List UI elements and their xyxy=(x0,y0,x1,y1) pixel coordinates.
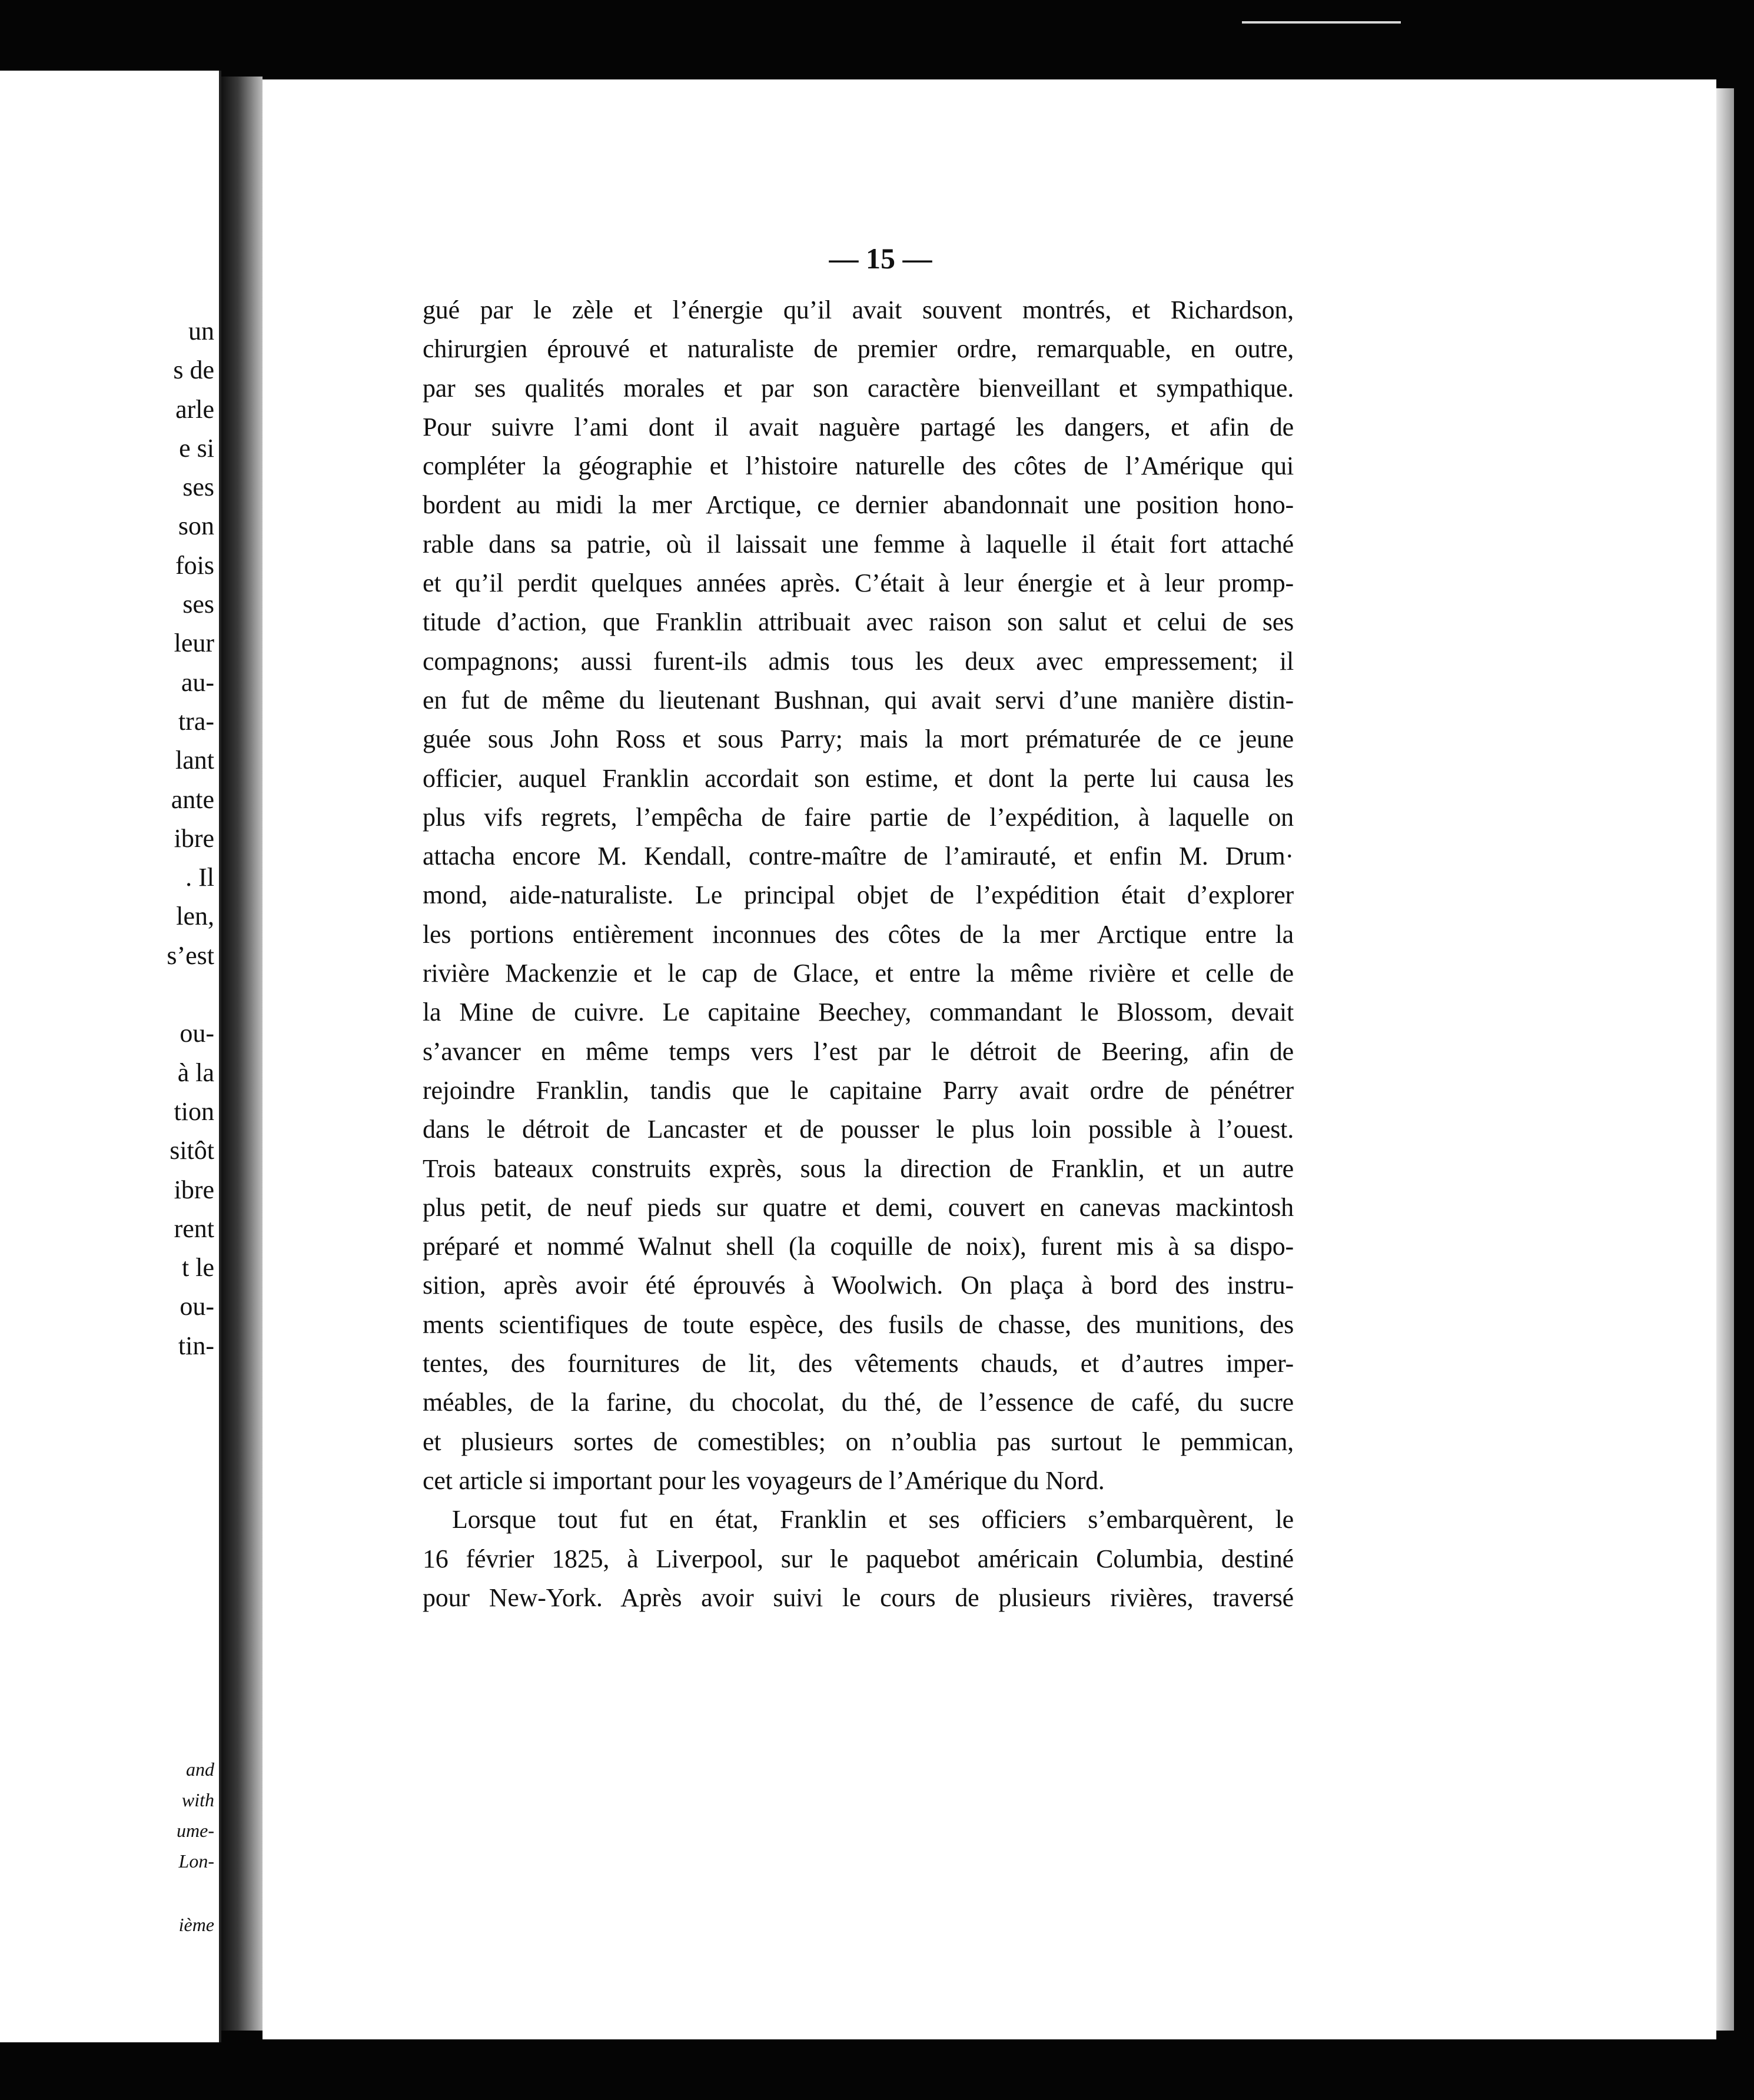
left-line: tra- xyxy=(178,706,214,736)
left-line: lant xyxy=(175,746,214,775)
left-line: s’est xyxy=(167,941,214,970)
left-note: with xyxy=(181,1789,214,1810)
left-line: e si xyxy=(179,433,214,463)
left-line: à la xyxy=(177,1058,214,1087)
body-text xyxy=(423,291,1294,1617)
text-line: plus vifs regrets, l’empêcha de faire partie de l’expédition, à laquelle on xyxy=(423,802,1294,832)
text-line: méables, de la farine, du chocolat, du thé, de l’essence de café, du sucre xyxy=(423,1388,1294,1417)
text-line: guée sous John Ross et sous Parry; mais la mort prématurée de ce jeune xyxy=(423,725,1294,754)
left-line: ou- xyxy=(180,1019,214,1048)
left-line: len, xyxy=(176,902,214,931)
text-line: plus petit, de neuf pieds sur quatre et demi, couvert en canevas mackintosh xyxy=(423,1192,1294,1222)
text-line: pour New-York. Après avoir suivi le cours de plusieurs rivières, traversé xyxy=(423,1583,1294,1612)
text-line: dans le détroit de Lancaster et de pousser le plus loin possible à l’ouest. xyxy=(423,1115,1294,1144)
text-line: Lorsque tout fut en état, Franklin et ses officiers s’embarquèrent, le xyxy=(452,1505,1294,1534)
book-gutter xyxy=(221,77,263,2031)
text-line: bordent au midi la mer Arctique, ce dernier abandonnait une position hono- xyxy=(423,490,1294,520)
left-line: tion xyxy=(174,1096,214,1126)
text-line: les portions entièrement inconnues des côtes de la mer Arctique entre la xyxy=(423,919,1294,949)
text-line: en fut de même du lieutenant Bushnan, qui avait servi d’une manière distin- xyxy=(423,685,1294,715)
text-line: et plusieurs sortes de comestibles; on n’oublia pas surtout le pemmican, xyxy=(423,1427,1294,1456)
text-line: mond, aide-naturaliste. Le principal objet de l’expédition était d’explorer xyxy=(423,880,1294,910)
left-line: un xyxy=(188,317,214,345)
text-line: ments scientifiques de toute espèce, des fusils de chasse, des munitions, des xyxy=(423,1310,1294,1339)
page-edge xyxy=(1716,88,1734,2031)
left-line: ibre xyxy=(174,823,214,853)
text-line: Pour suivre l’ami dont il avait naguère partagé les dangers, et afin de xyxy=(423,412,1294,441)
text-line: par ses qualités morales et par son caractère bienveillant et sympathique. xyxy=(423,373,1294,403)
left-line: ses xyxy=(182,590,214,619)
page-number: — 15 — xyxy=(829,242,932,275)
left-line: fois xyxy=(175,550,214,580)
left-line: ibre xyxy=(174,1175,214,1204)
left-page-footnotes xyxy=(126,1754,214,1940)
left-line: leur xyxy=(174,629,214,658)
text-line: officier, auquel Franklin accordait son estime, et dont la perte lui causa les xyxy=(423,763,1294,793)
text-line: gué par le zèle et l’énergie qu’il avait souvent montrés, et Richardson, xyxy=(423,295,1294,324)
left-line: ou- xyxy=(180,1292,214,1321)
text-line: rable dans sa patrie, où il laissait une femme à laquelle il était fort attaché xyxy=(423,529,1294,559)
left-line: s de xyxy=(173,355,214,385)
left-line: sitôt xyxy=(170,1136,214,1165)
left-line: au- xyxy=(181,667,214,697)
text-line: 16 février 1825, à Liverpool, sur le paquebot américain Columbia, destiné xyxy=(423,1544,1294,1573)
left-line xyxy=(126,975,214,1014)
text-line: compagnons; aussi furent-ils admis tous les deux avec empressement; il xyxy=(423,646,1294,676)
left-line: son xyxy=(178,511,214,541)
left-line: ante xyxy=(171,785,214,814)
text-line: préparé et nommé Walnut shell (la coquille de noix), furent mis à sa dispo- xyxy=(423,1232,1294,1261)
scan-artifact xyxy=(1242,21,1401,24)
left-note: and xyxy=(186,1759,214,1780)
text-line: cet article si important pour les voyageurs de l’Amérique du Nord. xyxy=(423,1466,1105,1495)
text-line: s’avancer en même temps vers l’est par le détroit de Beering, afin de xyxy=(423,1036,1294,1066)
left-note: Lon- xyxy=(178,1850,214,1872)
text-line: la Mine de cuivre. Le capitaine Beechey, commandant le Blossom, devait xyxy=(423,998,1294,1027)
text-line: tentes, des fournitures de lit, des vêtements chauds, et d’autres imper- xyxy=(423,1349,1294,1378)
left-line: arle xyxy=(175,394,214,424)
text-line: Trois bateaux construits exprès, sous la direction de Franklin, et un autre xyxy=(423,1154,1294,1183)
left-line: rent xyxy=(174,1214,214,1243)
left-note: ume- xyxy=(177,1820,214,1841)
text-line: rivière Mackenzie et le cap de Glace, et entre la même rivière et celle de xyxy=(423,959,1294,988)
left-page-text xyxy=(126,312,214,1365)
text-line: compléter la géographie et l’histoire naturelle des côtes de l’Amérique qui xyxy=(423,451,1294,481)
text-line: et qu’il perdit quelques années après. C’était à leur énergie et à leur promp- xyxy=(423,569,1294,598)
text-line: rejoindre Franklin, tandis que le capitaine Parry avait ordre de pénétrer xyxy=(423,1075,1294,1105)
left-line: t le xyxy=(182,1253,214,1282)
text-line: sition, après avoir été éprouvés à Woolwich. On plaça à bord des instru- xyxy=(423,1271,1294,1300)
left-note: ième xyxy=(178,1914,214,1935)
left-line: . Il xyxy=(185,863,214,892)
left-line: ses xyxy=(182,473,214,502)
text-line: attacha encore M. Kendall, contre-maître de l’amirauté, et enfin M. Drum· xyxy=(423,842,1294,871)
text-line: chirurgien éprouvé et naturaliste de premier ordre, remarquable, en outre, xyxy=(423,334,1294,364)
left-page xyxy=(0,71,221,2042)
text-line: titude d’action, que Franklin attribuait avec raison son salut et celui de ses xyxy=(423,607,1294,637)
left-line: tin- xyxy=(178,1331,214,1360)
